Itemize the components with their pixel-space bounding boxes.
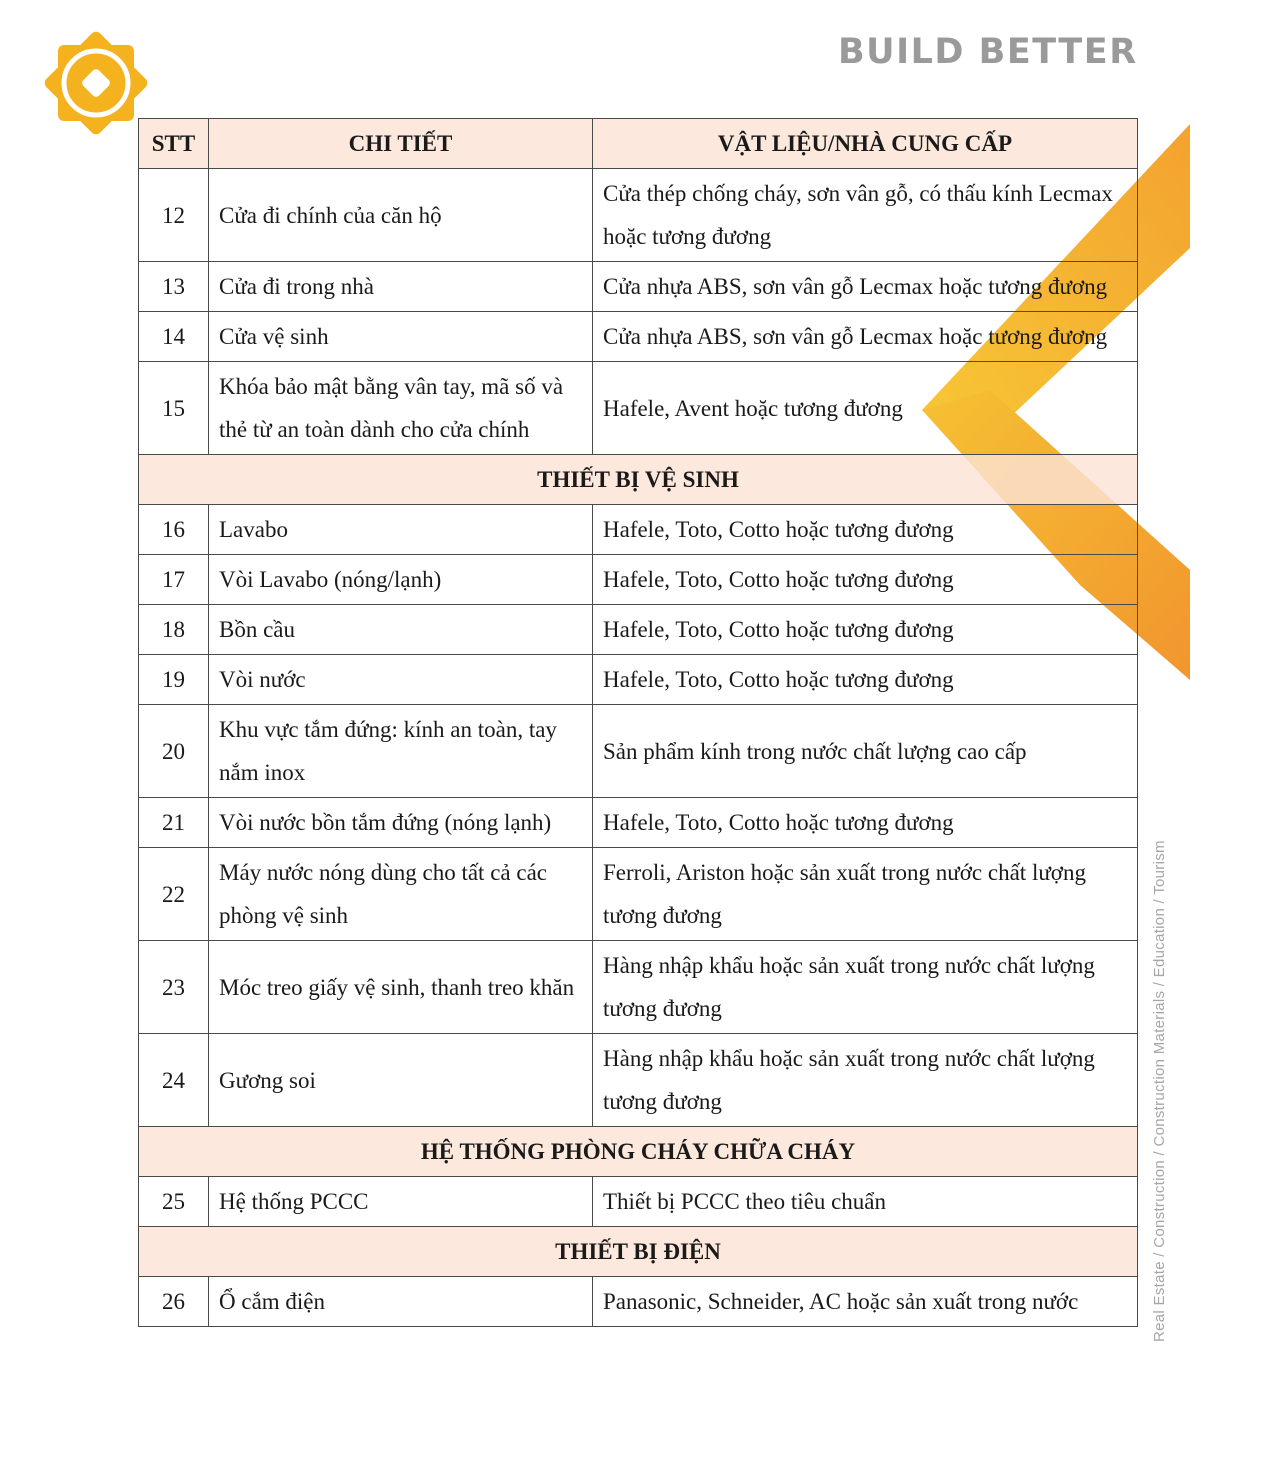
row-number: 15 [139,362,209,455]
row-detail: Vòi nước [209,655,593,705]
header-stt: STT [139,119,209,169]
row-material: Cửa thép chống cháy, sơn vân gỗ, có thấu kính Lecmax hoặc tương đương [593,169,1138,262]
row-detail: Ổ cắm điện [209,1277,593,1327]
row-number: 23 [139,941,209,1034]
row-number: 22 [139,848,209,941]
row-material: Hàng nhập khẩu hoặc sản xuất trong nước chất lượng tương đương [593,941,1138,1034]
row-detail: Bồn cầu [209,605,593,655]
row-detail: Vòi Lavabo (nóng/lạnh) [209,555,593,605]
row-number: 12 [139,169,209,262]
row-detail: Lavabo [209,505,593,555]
table-row [139,798,1138,848]
row-number: 19 [139,655,209,705]
row-material: Cửa nhựa ABS, sơn vân gỗ Lecmax hoặc tương đương [593,262,1138,312]
row-number: 21 [139,798,209,848]
table-row [139,169,1138,262]
row-material: Hafele, Toto, Cotto hoặc tương đương [593,655,1138,705]
row-number: 25 [139,1177,209,1227]
row-number: 14 [139,312,209,362]
table-row [139,362,1138,455]
row-number: 13 [139,262,209,312]
row-material: Ferroli, Ariston hoặc sản xuất trong nước chất lượng tương đương [593,848,1138,941]
row-material: Hafele, Toto, Cotto hoặc tương đương [593,555,1138,605]
section-fire-title: HỆ THỐNG PHÒNG CHÁY CHỮA CHÁY [139,1127,1138,1177]
section-row [139,1227,1138,1277]
row-number: 24 [139,1034,209,1127]
row-detail: Hệ thống PCCC [209,1177,593,1227]
table-row [139,1034,1138,1127]
row-detail: Máy nước nóng dùng cho tất cả các phòng vệ sinh [209,848,593,941]
row-material: Hàng nhập khẩu hoặc sản xuất trong nước chất lượng tương đương [593,1034,1138,1127]
header-material: VẬT LIỆU/NHÀ CUNG CẤP [593,119,1138,169]
brand-tagline: BUILD BETTER [838,32,1138,72]
row-number: 16 [139,505,209,555]
industries-vertical-text: Real Estate / Construction / Construction Materials / Education / Tourism [1151,840,1168,1342]
row-material: Sản phẩm kính trong nước chất lượng cao cấp [593,705,1138,798]
table-row [139,848,1138,941]
row-detail: Cửa đi trong nhà [209,262,593,312]
row-detail: Gương soi [209,1034,593,1127]
row-material: Hafele, Toto, Cotto hoặc tương đương [593,505,1138,555]
row-material: Panasonic, Schneider, AC hoặc sản xuất trong nước [593,1277,1138,1327]
header-detail: CHI TIẾT [209,119,593,169]
row-detail: Móc treo giấy vệ sinh, thanh treo khăn [209,941,593,1034]
table-row [139,655,1138,705]
section-row [139,455,1138,505]
row-detail: Khu vực tắm đứng: kính an toàn, tay nắm inox [209,705,593,798]
table-row [139,505,1138,555]
section-sanitary-title: THIẾT BỊ VỆ SINH [139,455,1138,505]
row-material: Cửa nhựa ABS, sơn vân gỗ Lecmax hoặc tương đương [593,312,1138,362]
row-detail: Cửa vệ sinh [209,312,593,362]
row-detail: Cửa đi chính của căn hộ [209,169,593,262]
row-number: 20 [139,705,209,798]
row-material: Thiết bị PCCC theo tiêu chuẩn [593,1177,1138,1227]
row-material: Hafele, Avent hoặc tương đương [593,362,1138,455]
table-row [139,262,1138,312]
row-material: Hafele, Toto, Cotto hoặc tương đương [593,798,1138,848]
table-row [139,1177,1138,1227]
section-row [139,1127,1138,1177]
table-header-row [139,119,1138,169]
table-row [139,705,1138,798]
row-material: Hafele, Toto, Cotto hoặc tương đương [593,605,1138,655]
row-number: 26 [139,1277,209,1327]
row-detail: Khóa bảo mật bằng vân tay, mã số và thẻ từ an toàn dành cho cửa chính [209,362,593,455]
row-number: 17 [139,555,209,605]
table-row [139,941,1138,1034]
row-number: 18 [139,605,209,655]
table-row [139,312,1138,362]
table-row [139,605,1138,655]
table-row [139,1277,1138,1327]
section-electric-title: THIẾT BỊ ĐIỆN [139,1227,1138,1277]
table-row [139,555,1138,605]
row-detail: Vòi nước bồn tắm đứng (nóng lạnh) [209,798,593,848]
materials-spec-table [138,118,1138,1327]
